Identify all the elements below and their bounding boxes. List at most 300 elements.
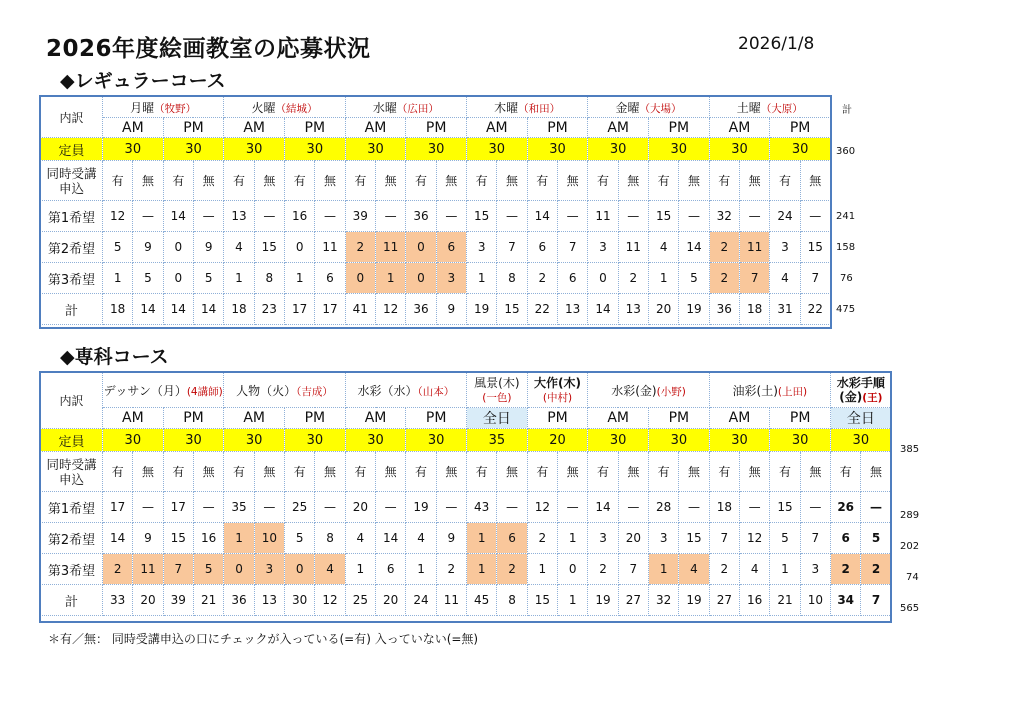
value-cell: 1 bbox=[284, 263, 314, 294]
course-header: 人物（火）（吉成） bbox=[224, 373, 345, 408]
capacity-cell: 30 bbox=[588, 429, 649, 452]
session-cell: AM bbox=[345, 118, 406, 138]
yesno-cell: 有 bbox=[103, 452, 133, 492]
value-cell: — bbox=[740, 492, 770, 523]
value-cell: 2 bbox=[618, 263, 648, 294]
footnote: ＊有／無： 同時受講申込の口にチェックが入っている(=有) 入っていない(=無) bbox=[48, 632, 479, 646]
row-total: 241 bbox=[836, 211, 856, 222]
value-cell: 25 bbox=[345, 585, 375, 616]
value-cell: 11 bbox=[739, 232, 769, 263]
yesno-cell: 有 bbox=[648, 161, 678, 201]
yesno-cell: 有 bbox=[709, 161, 739, 201]
value-cell: 2 bbox=[497, 554, 527, 585]
value-cell: 0 bbox=[406, 232, 436, 263]
yesno-cell: 無 bbox=[861, 452, 891, 492]
session-cell: AM bbox=[588, 408, 649, 429]
session-cell: 全日 bbox=[831, 408, 892, 429]
value-cell: 27 bbox=[709, 585, 739, 616]
yesno-cell: 無 bbox=[133, 161, 163, 201]
concurrent-label: 同時受講申込 bbox=[41, 452, 103, 492]
course-header: 風景(木) (一色) bbox=[467, 373, 528, 408]
value-cell: 3 bbox=[800, 554, 830, 585]
value-cell: 36 bbox=[709, 294, 739, 325]
value-cell: — bbox=[861, 492, 891, 523]
capacity-cell: 20 bbox=[527, 429, 588, 452]
value-cell: 14 bbox=[376, 523, 406, 554]
value-cell: 25 bbox=[285, 492, 315, 523]
capacity-cell: 35 bbox=[467, 429, 528, 452]
value-cell: 1 bbox=[103, 263, 133, 294]
value-cell: 7 bbox=[739, 263, 769, 294]
value-cell: 15 bbox=[254, 232, 284, 263]
yesno-cell: 有 bbox=[527, 161, 557, 201]
session-cell: PM bbox=[163, 408, 224, 429]
session-cell: AM bbox=[466, 118, 527, 138]
value-cell: 11 bbox=[133, 554, 163, 585]
value-cell: 39 bbox=[345, 201, 375, 232]
value-cell: — bbox=[679, 492, 709, 523]
session-cell: AM bbox=[588, 118, 649, 138]
value-cell: 14 bbox=[679, 232, 709, 263]
course-header: 水彩(金)(小野) bbox=[588, 373, 709, 408]
value-cell: 1 bbox=[648, 263, 678, 294]
value-cell: 14 bbox=[133, 294, 163, 325]
session-cell: PM bbox=[406, 118, 467, 138]
yesno-cell: 有 bbox=[224, 452, 254, 492]
value-cell: 12 bbox=[375, 294, 405, 325]
value-cell: 20 bbox=[133, 585, 163, 616]
total-header: 計 bbox=[842, 105, 852, 116]
row-label: 第2希望 bbox=[41, 523, 103, 554]
day-header: 月曜（牧野） bbox=[103, 97, 224, 118]
value-cell: 41 bbox=[345, 294, 375, 325]
capacity-cell: 30 bbox=[224, 429, 285, 452]
value-cell: 11 bbox=[618, 232, 648, 263]
value-cell: — bbox=[436, 492, 466, 523]
session-cell: PM bbox=[770, 118, 831, 138]
yesno-cell: 有 bbox=[284, 161, 314, 201]
yesno-cell: 無 bbox=[800, 452, 830, 492]
capacity-cell: 30 bbox=[406, 138, 467, 161]
yesno-cell: 有 bbox=[103, 161, 133, 201]
yesno-cell: 有 bbox=[163, 452, 193, 492]
value-cell: 17 bbox=[163, 492, 193, 523]
value-cell: 1 bbox=[224, 523, 254, 554]
row-label: 計 bbox=[41, 294, 103, 325]
value-cell: 16 bbox=[740, 585, 770, 616]
yesno-cell: 有 bbox=[527, 452, 557, 492]
value-cell: 6 bbox=[376, 554, 406, 585]
capacity-total: 385 bbox=[900, 444, 920, 455]
value-cell: 5 bbox=[103, 232, 133, 263]
value-cell: 32 bbox=[649, 585, 679, 616]
value-cell: 2 bbox=[709, 232, 739, 263]
value-cell: 45 bbox=[467, 585, 497, 616]
value-cell: 7 bbox=[557, 232, 587, 263]
value-cell: 2 bbox=[861, 554, 891, 585]
value-cell: 14 bbox=[163, 201, 193, 232]
capacity-cell: 30 bbox=[709, 138, 770, 161]
course-header: 大作(木) (中村) bbox=[527, 373, 588, 408]
table-row bbox=[41, 201, 831, 232]
value-cell: 17 bbox=[103, 492, 133, 523]
table-row bbox=[41, 492, 892, 523]
session-cell: PM bbox=[284, 118, 345, 138]
value-cell: 36 bbox=[406, 201, 436, 232]
value-cell: 4 bbox=[770, 263, 800, 294]
value-cell: 9 bbox=[133, 523, 163, 554]
capacity-cell: 30 bbox=[163, 138, 224, 161]
value-cell: 4 bbox=[740, 554, 770, 585]
value-cell: 14 bbox=[103, 523, 133, 554]
value-cell: 24 bbox=[406, 585, 436, 616]
value-cell: 23 bbox=[254, 294, 284, 325]
value-cell: 2 bbox=[588, 554, 618, 585]
capacity-cell: 30 bbox=[770, 429, 831, 452]
value-cell: 3 bbox=[436, 263, 466, 294]
value-cell: 11 bbox=[588, 201, 618, 232]
page-title: 2026年度絵画教室の応募状況 bbox=[46, 36, 371, 62]
value-cell: — bbox=[497, 492, 527, 523]
yesno-cell: 無 bbox=[193, 452, 223, 492]
yesno-cell: 無 bbox=[558, 452, 588, 492]
value-cell: 14 bbox=[163, 294, 193, 325]
yesno-cell: 有 bbox=[406, 161, 436, 201]
value-cell: 15 bbox=[679, 523, 709, 554]
capacity-label: 定員 bbox=[41, 138, 103, 161]
table-row bbox=[41, 263, 831, 294]
value-cell: — bbox=[800, 492, 830, 523]
table-row bbox=[41, 523, 892, 554]
value-cell: 19 bbox=[679, 294, 709, 325]
day-header: 水曜（広田） bbox=[345, 97, 466, 118]
yesno-cell: 有 bbox=[224, 161, 254, 201]
value-cell: 19 bbox=[406, 492, 436, 523]
value-cell: 33 bbox=[103, 585, 133, 616]
yesno-cell: 無 bbox=[315, 452, 345, 492]
value-cell: 1 bbox=[345, 554, 375, 585]
value-cell: 10 bbox=[800, 585, 830, 616]
value-cell: 6 bbox=[436, 232, 466, 263]
value-cell: 9 bbox=[436, 523, 466, 554]
yesno-cell: 無 bbox=[133, 452, 163, 492]
value-cell: 3 bbox=[254, 554, 284, 585]
course-header: デッサン（月）(4講師) bbox=[103, 373, 224, 408]
session-cell: PM bbox=[648, 118, 709, 138]
yesno-cell: 有 bbox=[467, 452, 497, 492]
capacity-label: 定員 bbox=[41, 429, 103, 452]
value-cell: 3 bbox=[649, 523, 679, 554]
session-cell: AM bbox=[103, 118, 164, 138]
value-cell: — bbox=[436, 201, 466, 232]
value-cell: 3 bbox=[466, 232, 496, 263]
value-cell: 1 bbox=[558, 523, 588, 554]
value-cell: 15 bbox=[497, 294, 527, 325]
session-cell: AM bbox=[709, 408, 770, 429]
value-cell: 1 bbox=[467, 554, 497, 585]
value-cell: 0 bbox=[284, 232, 314, 263]
row-total: 565 bbox=[900, 603, 920, 614]
value-cell: 31 bbox=[770, 294, 800, 325]
yesno-cell: 有 bbox=[345, 161, 375, 201]
value-cell: 22 bbox=[527, 294, 557, 325]
yesno-cell: 有 bbox=[345, 452, 375, 492]
day-header: 木曜（和田） bbox=[466, 97, 587, 118]
yesno-cell: 無 bbox=[315, 161, 345, 201]
yesno-cell: 無 bbox=[679, 452, 709, 492]
value-cell: 7 bbox=[861, 585, 891, 616]
session-cell: PM bbox=[406, 408, 467, 429]
value-cell: 14 bbox=[588, 492, 618, 523]
yesno-cell: 無 bbox=[740, 452, 770, 492]
yesno-cell: 無 bbox=[739, 161, 769, 201]
yesno-cell: 有 bbox=[285, 452, 315, 492]
session-cell: PM bbox=[163, 118, 224, 138]
value-cell: 5 bbox=[285, 523, 315, 554]
value-cell: 5 bbox=[193, 263, 223, 294]
value-cell: 11 bbox=[315, 232, 345, 263]
value-cell: 26 bbox=[831, 492, 861, 523]
value-cell: 19 bbox=[679, 585, 709, 616]
value-cell: 21 bbox=[770, 585, 800, 616]
course-header: 水彩（水）（山本） bbox=[345, 373, 466, 408]
special-course-heading: ◆専科コース bbox=[60, 346, 169, 368]
value-cell: 35 bbox=[224, 492, 254, 523]
day-header: 金曜（大場） bbox=[588, 97, 709, 118]
value-cell: — bbox=[800, 201, 830, 232]
value-cell: 0 bbox=[406, 263, 436, 294]
session-cell: PM bbox=[527, 118, 588, 138]
capacity-cell: 30 bbox=[103, 138, 164, 161]
value-cell: — bbox=[315, 201, 345, 232]
yesno-cell: 有 bbox=[163, 161, 193, 201]
value-cell: 0 bbox=[163, 232, 193, 263]
value-cell: 1 bbox=[466, 263, 496, 294]
capacity-cell: 30 bbox=[831, 429, 892, 452]
value-cell: 1 bbox=[558, 585, 588, 616]
day-header: 火曜（結城） bbox=[224, 97, 345, 118]
value-cell: 16 bbox=[193, 523, 223, 554]
yesno-cell: 有 bbox=[588, 452, 618, 492]
value-cell: 20 bbox=[376, 585, 406, 616]
row-total: 475 bbox=[836, 304, 856, 315]
yesno-cell: 無 bbox=[193, 161, 223, 201]
value-cell: 0 bbox=[345, 263, 375, 294]
regular-course-heading: ◆レギュラーコース bbox=[60, 70, 226, 92]
value-cell: — bbox=[254, 201, 284, 232]
yesno-cell: 無 bbox=[254, 161, 284, 201]
capacity-cell: 30 bbox=[588, 138, 649, 161]
value-cell: 14 bbox=[588, 294, 618, 325]
day-header: 土曜（大原） bbox=[709, 97, 830, 118]
value-cell: 36 bbox=[406, 294, 436, 325]
value-cell: 5 bbox=[193, 554, 223, 585]
value-cell: 0 bbox=[163, 263, 193, 294]
capacity-cell: 30 bbox=[406, 429, 467, 452]
value-cell: 2 bbox=[345, 232, 375, 263]
value-cell: 6 bbox=[497, 523, 527, 554]
value-cell: 4 bbox=[406, 523, 436, 554]
concurrent-label: 同時受講申込 bbox=[41, 161, 103, 201]
value-cell: — bbox=[618, 201, 648, 232]
value-cell: 15 bbox=[770, 492, 800, 523]
value-cell: 0 bbox=[224, 554, 254, 585]
value-cell: 2 bbox=[831, 554, 861, 585]
row-total: 76 bbox=[840, 273, 853, 284]
capacity-cell: 30 bbox=[649, 429, 710, 452]
value-cell: 9 bbox=[436, 294, 466, 325]
value-cell: 5 bbox=[133, 263, 163, 294]
session-cell: AM bbox=[709, 118, 770, 138]
value-cell: 1 bbox=[770, 554, 800, 585]
value-cell: 30 bbox=[285, 585, 315, 616]
value-cell: 18 bbox=[739, 294, 769, 325]
regular-course-table bbox=[40, 96, 831, 325]
value-cell: 8 bbox=[497, 585, 527, 616]
value-cell: 0 bbox=[285, 554, 315, 585]
value-cell: 19 bbox=[588, 585, 618, 616]
yesno-cell: 無 bbox=[497, 161, 527, 201]
value-cell: 1 bbox=[527, 554, 557, 585]
value-cell: 12 bbox=[527, 492, 557, 523]
value-cell: 13 bbox=[224, 201, 254, 232]
table-row bbox=[41, 232, 831, 263]
value-cell: 5 bbox=[770, 523, 800, 554]
value-cell: 39 bbox=[163, 585, 193, 616]
value-cell: 3 bbox=[770, 232, 800, 263]
yesno-cell: 無 bbox=[375, 161, 405, 201]
value-cell: — bbox=[133, 492, 163, 523]
value-cell: 6 bbox=[557, 263, 587, 294]
value-cell: — bbox=[618, 492, 648, 523]
capacity-cell: 30 bbox=[345, 138, 406, 161]
capacity-cell: 30 bbox=[224, 138, 285, 161]
value-cell: — bbox=[558, 492, 588, 523]
value-cell: 7 bbox=[800, 523, 830, 554]
capacity-cell: 30 bbox=[163, 429, 224, 452]
value-cell: 4 bbox=[345, 523, 375, 554]
yesno-cell: 無 bbox=[800, 161, 830, 201]
value-cell: — bbox=[497, 201, 527, 232]
value-cell: 2 bbox=[436, 554, 466, 585]
course-header: 油彩(土)(上田) bbox=[709, 373, 830, 408]
value-cell: 8 bbox=[254, 263, 284, 294]
value-cell: 1 bbox=[224, 263, 254, 294]
value-cell: 13 bbox=[557, 294, 587, 325]
value-cell: 2 bbox=[709, 263, 739, 294]
value-cell: 6 bbox=[831, 523, 861, 554]
value-cell: — bbox=[739, 201, 769, 232]
value-cell: 12 bbox=[740, 523, 770, 554]
yesno-cell: 無 bbox=[618, 161, 648, 201]
value-cell: — bbox=[315, 492, 345, 523]
value-cell: 6 bbox=[527, 232, 557, 263]
value-cell: 14 bbox=[193, 294, 223, 325]
value-cell: 16 bbox=[284, 201, 314, 232]
session-row bbox=[41, 408, 892, 429]
value-cell: 27 bbox=[618, 585, 648, 616]
value-cell: 4 bbox=[315, 554, 345, 585]
row-label: 第1希望 bbox=[41, 492, 103, 523]
row-label: 第3希望 bbox=[41, 263, 103, 294]
value-cell: 2 bbox=[103, 554, 133, 585]
value-cell: 15 bbox=[527, 585, 557, 616]
capacity-cell: 30 bbox=[345, 429, 406, 452]
value-cell: 2 bbox=[709, 554, 739, 585]
value-cell: 1 bbox=[467, 523, 497, 554]
session-row bbox=[41, 118, 831, 138]
yesno-cell: 有 bbox=[831, 452, 861, 492]
value-cell: — bbox=[376, 492, 406, 523]
value-cell: 36 bbox=[224, 585, 254, 616]
value-cell: 5 bbox=[861, 523, 891, 554]
value-cell: 1 bbox=[375, 263, 405, 294]
value-cell: 5 bbox=[679, 263, 709, 294]
value-cell: 7 bbox=[709, 523, 739, 554]
yesno-cell: 無 bbox=[436, 161, 466, 201]
value-cell: 17 bbox=[284, 294, 314, 325]
value-cell: — bbox=[193, 201, 223, 232]
value-cell: 8 bbox=[497, 263, 527, 294]
value-cell: 1 bbox=[649, 554, 679, 585]
value-cell: 28 bbox=[649, 492, 679, 523]
capacity-cell: 30 bbox=[770, 138, 831, 161]
value-cell: 0 bbox=[588, 263, 618, 294]
yesno-cell: 無 bbox=[557, 161, 587, 201]
capacity-row bbox=[41, 429, 892, 452]
value-cell: 18 bbox=[709, 492, 739, 523]
value-cell: 4 bbox=[679, 554, 709, 585]
row-label: 第3希望 bbox=[41, 554, 103, 585]
value-cell: 3 bbox=[588, 232, 618, 263]
value-cell: 21 bbox=[193, 585, 223, 616]
value-cell: 14 bbox=[527, 201, 557, 232]
row-total: 158 bbox=[836, 242, 856, 253]
session-cell: AM bbox=[345, 408, 406, 429]
value-cell: 13 bbox=[618, 294, 648, 325]
session-cell: PM bbox=[770, 408, 831, 429]
concurrent-row bbox=[41, 161, 831, 201]
value-cell: 32 bbox=[709, 201, 739, 232]
capacity-cell: 30 bbox=[284, 138, 345, 161]
row-label: 第2希望 bbox=[41, 232, 103, 263]
value-cell: 7 bbox=[618, 554, 648, 585]
value-cell: 17 bbox=[315, 294, 345, 325]
value-cell: 12 bbox=[315, 585, 345, 616]
value-cell: — bbox=[133, 201, 163, 232]
value-cell: 2 bbox=[527, 263, 557, 294]
value-cell: 15 bbox=[466, 201, 496, 232]
value-cell: 24 bbox=[770, 201, 800, 232]
value-cell: 11 bbox=[436, 585, 466, 616]
yesno-cell: 有 bbox=[588, 161, 618, 201]
yesno-cell: 無 bbox=[618, 452, 648, 492]
row-total: 202 bbox=[900, 541, 920, 552]
yesno-cell: 有 bbox=[770, 161, 800, 201]
value-cell: 12 bbox=[103, 201, 133, 232]
session-cell: PM bbox=[285, 408, 346, 429]
value-cell: 18 bbox=[103, 294, 133, 325]
row-total: 289 bbox=[900, 510, 920, 521]
yesno-cell: 無 bbox=[436, 452, 466, 492]
value-cell: 11 bbox=[375, 232, 405, 263]
breakdown-header: 内訳 bbox=[41, 373, 103, 429]
value-cell: 15 bbox=[800, 232, 830, 263]
value-cell: 9 bbox=[133, 232, 163, 263]
value-cell: 7 bbox=[497, 232, 527, 263]
yesno-cell: 無 bbox=[376, 452, 406, 492]
yesno-cell: 無 bbox=[679, 161, 709, 201]
